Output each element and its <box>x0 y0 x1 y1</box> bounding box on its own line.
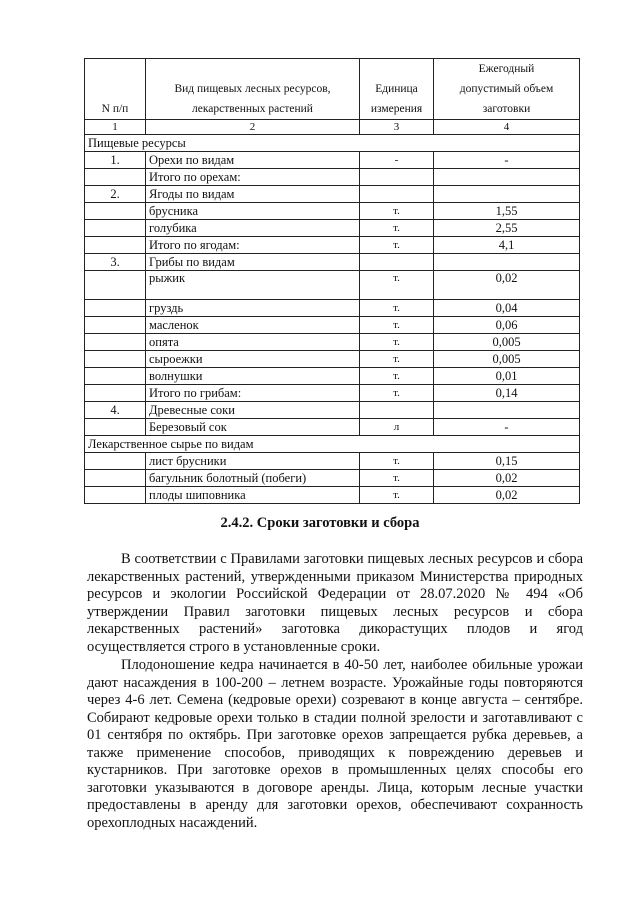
row-volume: 0,02 <box>434 487 580 504</box>
table-row <box>85 487 580 504</box>
resource-name: волнушки <box>146 368 360 385</box>
header-num: N п/п <box>85 59 146 120</box>
section-label: Пищевые ресурсы <box>85 135 580 152</box>
table-row <box>85 385 580 402</box>
row-number <box>85 203 146 220</box>
row-volume <box>434 186 580 203</box>
paragraph-cedar: Плодоношение кедра начинается в 40-50 лет, наиболее обильные урожаи дают насаждения в 100-200 – летнем возрасте. Урожайные годы повторяются через 4-6 лет. Семена (кедровые орехи) созревают в конце августа – сентябре. Собирают кедровые орехи только в стадии полной зрелости и заготавливают с 01 сентября по октябрь. При заготовке орехов запрещается рубка деревьев, а также применение способов, приводящих к повреждению деревьев и кустарников. При заготовке орехов в промышленных целях способы его заготовки указываются в договоре аренды. Лица, которым лесные участки предоставлены в аренду для заготовки орехов, обеспечивают сохранность орехоплодных насаждений. <box>87 657 583 831</box>
resources-table <box>84 58 580 504</box>
resource-name: Итого по грибам: <box>146 385 360 402</box>
row-unit: т. <box>360 453 434 470</box>
column-number: 4 <box>434 120 580 135</box>
row-volume: 2,55 <box>434 220 580 237</box>
resource-name: масленок <box>146 317 360 334</box>
row-volume: 0,06 <box>434 317 580 334</box>
table-section-row <box>85 135 580 152</box>
row-unit <box>360 402 434 419</box>
paragraph-rules: В соответствии с Правилами заготовки пищевых лесных ресурсов и сбора лекарственных растений, утвержденными приказом Министерства природных ресурсов и экологии Российской Федерации от 28.07.2020 № 494 «Об утверждении Правил заготовки пищевых лесных ресурсов и сбора лекарственных растений» заготовка дикорастущих плодов и ягод осуществляется строго в установленные сроки. <box>87 551 583 655</box>
row-number <box>85 334 146 351</box>
table-header-row <box>85 59 580 120</box>
row-number <box>85 385 146 402</box>
row-number <box>85 237 146 254</box>
resource-name: Грибы по видам <box>146 254 360 271</box>
column-number: 1 <box>85 120 146 135</box>
resource-name: багульник болотный (побеги) <box>146 470 360 487</box>
resource-name: плоды шиповника <box>146 487 360 504</box>
table-row <box>85 169 580 186</box>
row-number: 2. <box>85 186 146 203</box>
row-unit: - <box>360 152 434 169</box>
row-number <box>85 169 146 186</box>
table-row <box>85 334 580 351</box>
row-unit: т. <box>360 237 434 254</box>
row-unit: т. <box>360 351 434 368</box>
row-unit: т. <box>360 300 434 317</box>
row-volume: 0,02 <box>434 271 580 300</box>
table-row <box>85 152 580 169</box>
row-volume: 0,01 <box>434 368 580 385</box>
row-unit: т. <box>360 385 434 402</box>
table-row <box>85 220 580 237</box>
table-row <box>85 402 580 419</box>
resource-name: Орехи по видам <box>146 152 360 169</box>
row-number: 4. <box>85 402 146 419</box>
resource-name: сыроежки <box>146 351 360 368</box>
table-row <box>85 453 580 470</box>
resource-name: Древесные соки <box>146 402 360 419</box>
row-unit <box>360 169 434 186</box>
row-volume: 0,15 <box>434 453 580 470</box>
resource-name: опята <box>146 334 360 351</box>
column-number-row <box>85 120 580 135</box>
table-section-row <box>85 436 580 453</box>
row-volume: 0,005 <box>434 334 580 351</box>
row-volume: 0,02 <box>434 470 580 487</box>
resource-name: лист брусники <box>146 453 360 470</box>
resource-name: голубика <box>146 220 360 237</box>
row-number <box>85 271 146 300</box>
row-number <box>85 317 146 334</box>
row-number <box>85 453 146 470</box>
row-unit: т. <box>360 271 434 300</box>
resource-name: Итого по орехам: <box>146 169 360 186</box>
table-row <box>85 419 580 436</box>
row-unit: т. <box>360 487 434 504</box>
table-row <box>85 186 580 203</box>
header-resource-type: Вид пищевых лесных ресурсов, лекарственных растений <box>146 59 360 120</box>
row-unit: т. <box>360 220 434 237</box>
section-heading: 2.4.2. Сроки заготовки и сбора <box>220 515 420 531</box>
table-row <box>85 317 580 334</box>
row-unit <box>360 186 434 203</box>
row-volume: 1,55 <box>434 203 580 220</box>
row-number <box>85 351 146 368</box>
table-row <box>85 300 580 317</box>
row-unit: т. <box>360 368 434 385</box>
row-number <box>85 419 146 436</box>
row-volume <box>434 254 580 271</box>
row-unit: т. <box>360 470 434 487</box>
row-volume: 0,14 <box>434 385 580 402</box>
header-unit: Единица измерения <box>360 59 434 120</box>
row-volume: 0,04 <box>434 300 580 317</box>
table-row <box>85 203 580 220</box>
row-volume: 0,005 <box>434 351 580 368</box>
row-number <box>85 220 146 237</box>
header-volume: Ежегодный допустимый объем заготовки <box>434 59 580 120</box>
resource-name: груздь <box>146 300 360 317</box>
table-row <box>85 470 580 487</box>
row-unit: т. <box>360 317 434 334</box>
table-row <box>85 351 580 368</box>
row-unit <box>360 254 434 271</box>
row-number: 1. <box>85 152 146 169</box>
resource-name: Ягоды по видам <box>146 186 360 203</box>
table-row <box>85 237 580 254</box>
table-row <box>85 254 580 271</box>
column-number: 3 <box>360 120 434 135</box>
row-number: 3. <box>85 254 146 271</box>
row-unit: т. <box>360 334 434 351</box>
row-unit: т. <box>360 203 434 220</box>
resource-name: Итого по ягодам: <box>146 237 360 254</box>
section-label: Лекарственное сырье по видам <box>85 436 580 453</box>
resource-name: Березовый сок <box>146 419 360 436</box>
row-volume: 4,1 <box>434 237 580 254</box>
row-number <box>85 470 146 487</box>
row-volume <box>434 402 580 419</box>
row-number <box>85 487 146 504</box>
row-number <box>85 368 146 385</box>
resource-name: рыжик <box>146 271 360 300</box>
column-number: 2 <box>146 120 360 135</box>
resource-name: брусника <box>146 203 360 220</box>
row-volume: - <box>434 152 580 169</box>
row-unit: л <box>360 419 434 436</box>
table-row <box>85 271 580 300</box>
row-volume: - <box>434 419 580 436</box>
row-volume <box>434 169 580 186</box>
row-number <box>85 300 146 317</box>
table-row <box>85 368 580 385</box>
